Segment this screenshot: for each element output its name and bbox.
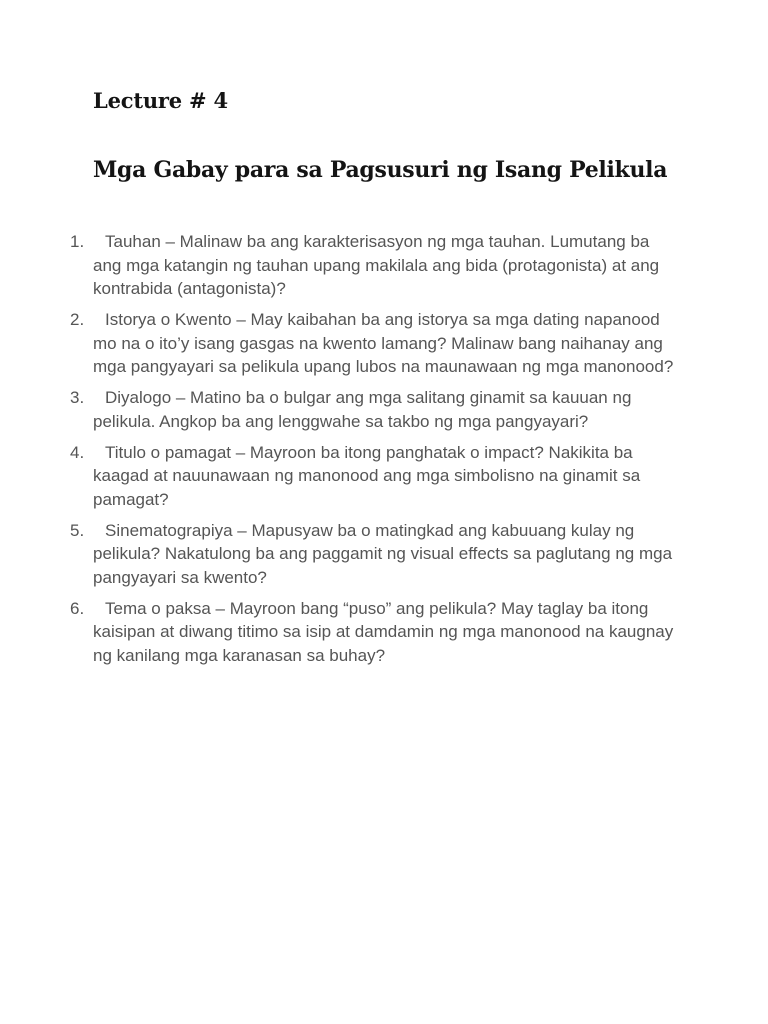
- list-item-text: Tauhan – Malinaw ba ang karakterisasyon ng mga tauhan. Lumutang ba ang mga katangin ng tauhan upang makilala ang bida (protagonista) at ang kontrabida (antagonista)?: [93, 232, 660, 298]
- list-item: [70, 441, 682, 512]
- page-title: Mga Gabay para sa Pagsusuri ng Isang Pelikula: [93, 157, 668, 183]
- list-item-number: 4.: [70, 442, 85, 462]
- guide-list: [70, 230, 682, 675]
- list-item-text: Sinematograpiya – Mapusyaw ba o matingkad ang kabuuang kulay ng pelikula? Nakatulong ba ang paggamit ng visual effects sa paglutang ng mga pangyayari sa kwento?: [93, 520, 673, 587]
- list-item-number: 5.: [70, 520, 85, 540]
- list-item: [70, 597, 682, 668]
- list-item-text: Istorya o Kwento – May kaibahan ba ang istorya sa mga dating napanood mo na o ito’y isang gasgas na kwento lamang? Malinaw bang naihanay ang mga pangyayari sa pelikula upang lubos na maunawaan ng mga manonood?: [93, 310, 674, 376]
- list-item: [70, 230, 682, 301]
- list-item: [70, 308, 682, 379]
- list-item-text: Titulo o pamagat – Mayroon ba itong panghatak o impact? Nakikita ba kaagad at nauunawaan ng manonood ang mga simbolisno na ginamit sa pamagat?: [93, 442, 641, 509]
- list-item-number: 2.: [70, 310, 85, 329]
- list-item: [70, 386, 682, 433]
- lecture-label: Lecture # 4: [93, 88, 228, 113]
- list-item-text: Diyalogo – Matino ba o bulgar ang mga salitang ginamit sa kauuan ng pelikula. Angkop ba ang lenggwahe sa takbo ng mga pangyayari?: [93, 388, 632, 431]
- list-item-number: 1.: [70, 232, 85, 251]
- list-item-text: Tema o paksa – Mayroon bang “puso” ang pelikula? May taglay ba itong kaisipan at diwang titimo sa isip at damdamin ng mga manonood na kaugnay ng kanilang mga karanasan sa buhay?: [93, 598, 674, 665]
- list-item-number: 6.: [70, 598, 85, 618]
- list-item: [70, 519, 682, 590]
- list-item-number: 3.: [70, 388, 85, 407]
